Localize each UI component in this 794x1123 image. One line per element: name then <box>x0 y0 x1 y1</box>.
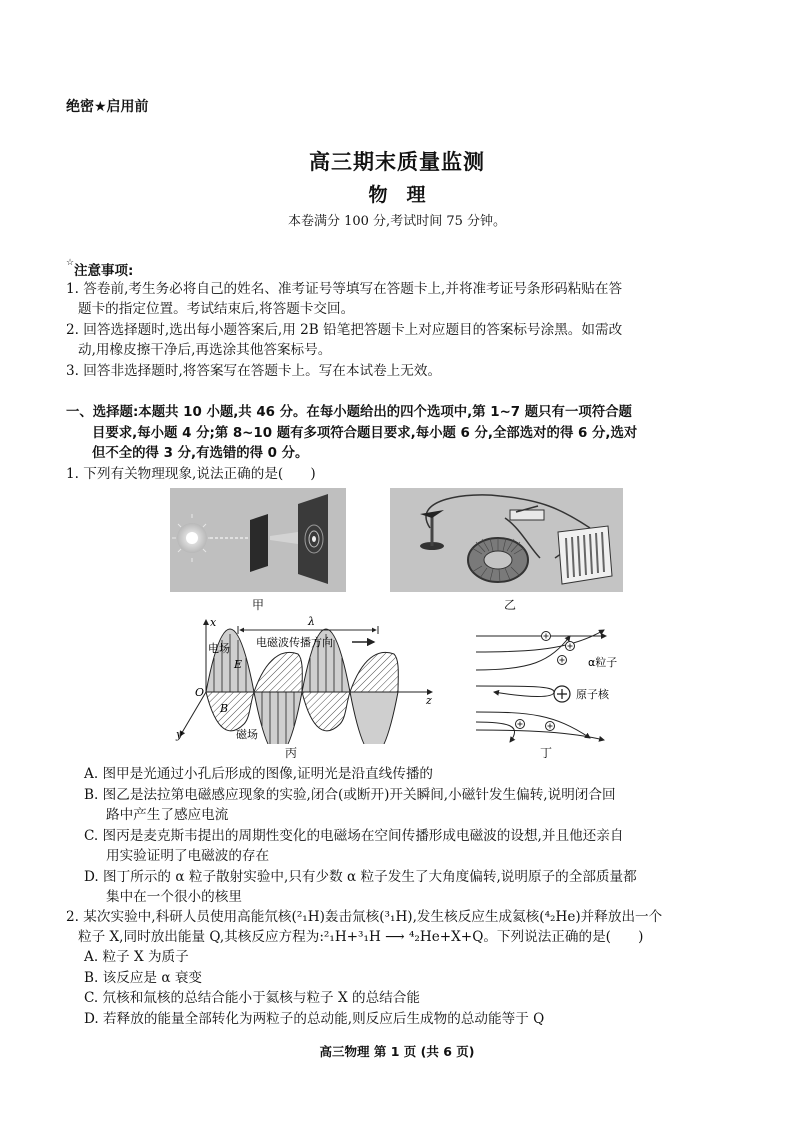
nucleus-label: 原子核 <box>576 688 609 701</box>
notice-item-2: 2. 回答选择题时,选出每小题答案后,用 2B 铅笔把答题卡上对应题目的答案标号涂黑。如需改 <box>66 322 623 338</box>
q1-option-c-cont: 用实验证明了电磁波的存在 <box>106 848 270 864</box>
b-field-lobe <box>206 692 254 731</box>
b-field-lobe <box>254 652 302 692</box>
q2-option-d: D. 若释放的能量全部转化为两粒子的总动能,则反应后生成物的总动能等于 Q <box>84 1011 545 1027</box>
aperture-plate <box>250 514 268 572</box>
figure-ding <box>470 622 650 746</box>
subject-title: 物 理 <box>368 184 426 206</box>
q1-stem: 1. 下列有关物理现象,说法正确的是( ) <box>66 466 316 482</box>
diffraction-spot <box>312 536 316 542</box>
switch <box>510 510 544 520</box>
alpha-trajectory <box>476 722 515 742</box>
notice-item-1: 1. 答卷前,考生务必将自己的姓名、准考证号等填写在答题卡上,并将准考证号条形码粘贴在答 <box>66 281 623 297</box>
e-vector-label: E <box>234 658 243 671</box>
b-field-lobe <box>302 692 350 731</box>
alpha-trajectory <box>476 630 604 652</box>
q1-option-a: A. 图甲是光通过小孔后形成的图像,证明光是沿直线传播的 <box>84 766 434 782</box>
q1-option-b: B. 图乙是法拉第电磁感应现象的实验,闭合(或断开)开关瞬间,小磁针发生偏转,说明闭合回 <box>84 787 616 803</box>
figure-bing <box>170 614 440 744</box>
b-vector-label: B <box>220 702 229 715</box>
q2-option-b: B. 该反应是 α 衰变 <box>84 970 203 986</box>
section-heading-cont2: 但不全的得 3 分,有选错的得 0 分。 <box>92 446 309 461</box>
q2-stem: 2. 某次实验中,科研人员使用高能氘核(²₁H)轰击氚核(³₁H),发生核反应生成氦核(⁴₂He)并释放出一个 <box>66 909 663 925</box>
exam-title: 高三期末质量监测 <box>309 150 485 174</box>
alpha-label: α粒子 <box>588 656 618 669</box>
b-field-label: 磁场 <box>236 728 258 741</box>
caption-bing: 丙 <box>285 746 298 760</box>
section-heading-cont1: 目要求,每小题 4 分;第 8~10 题有多项符合题目要求,每小题 6 分,全部选对的得 6 分,选对 <box>92 426 638 441</box>
alpha-particles <box>516 632 575 731</box>
notice-item-2-cont: 动,用橡皮擦干净后,再选涂其他答案标号。 <box>78 342 332 358</box>
alpha-trajectory <box>476 636 570 670</box>
caption-jia: 甲 <box>252 598 265 612</box>
notice-item-3: 3. 回答非选择题时,将答案写在答题卡上。写在本试卷上无效。 <box>66 363 442 379</box>
z-axis-label: z <box>426 694 432 707</box>
figure-yi <box>390 488 623 592</box>
b-field-lobe <box>350 652 398 692</box>
star-mark: ☆ <box>66 258 75 268</box>
q2-option-a: A. 粒子 X 为质子 <box>84 949 189 965</box>
q1-option-d: D. 图丁所示的 α 粒子散射实验中,只有少数 α 粒子发生了大角度偏转,说明原子的全部质量都 <box>84 869 637 885</box>
q2-option-c: C. 氘核和氚核的总结合能小于氦核与粒子 X 的总结合能 <box>84 990 420 1006</box>
y-axis-label: y <box>176 728 183 741</box>
page-footer: 高三物理 第 1 页 (共 6 页) <box>319 1044 475 1059</box>
e-field-label: 电场 <box>208 642 230 655</box>
figure-jia <box>170 488 346 592</box>
q1-option-d-cont: 集中在一个很小的核里 <box>106 889 242 905</box>
e-field-trough <box>350 692 398 744</box>
exam-info: 本卷满分 100 分,考试时间 75 分钟。 <box>287 214 507 229</box>
q2-stem-cont: 粒子 X,同时放出能量 Q,其核反应方程为:²₁H+³₁H ⟶ ⁴₂He+X+Q。下列说法正确的是( ) <box>78 929 644 945</box>
lambda-label: λ <box>308 615 315 628</box>
light-core <box>186 532 198 544</box>
section-heading: 一、选择题:本题共 10 小题,共 46 分。在每小题给出的四个选项中,第 1~7 题只有一项符合题 <box>66 405 632 420</box>
notice-item-1-cont: 题卡的指定位置。考试结束后,将答题卡交回。 <box>78 301 355 317</box>
direction-label: 电磁波传播方向 <box>256 636 333 649</box>
x-axis-label: x <box>210 616 217 629</box>
q1-option-c: C. 图丙是麦克斯韦提出的周期性变化的电磁场在空间传播形成电磁波的设想,并且他还亲自 <box>84 828 624 844</box>
confidential-label: 绝密★启用前 <box>66 99 149 115</box>
notice-heading: 注意事项: <box>74 263 134 279</box>
caption-yi: 乙 <box>504 598 517 612</box>
origin-label: O <box>195 686 205 699</box>
alpha-trajectory <box>476 686 554 697</box>
q1-option-b-cont: 路中产生了感应电流 <box>106 807 229 823</box>
caption-ding: 丁 <box>540 746 553 760</box>
toroid-hole <box>484 551 512 569</box>
